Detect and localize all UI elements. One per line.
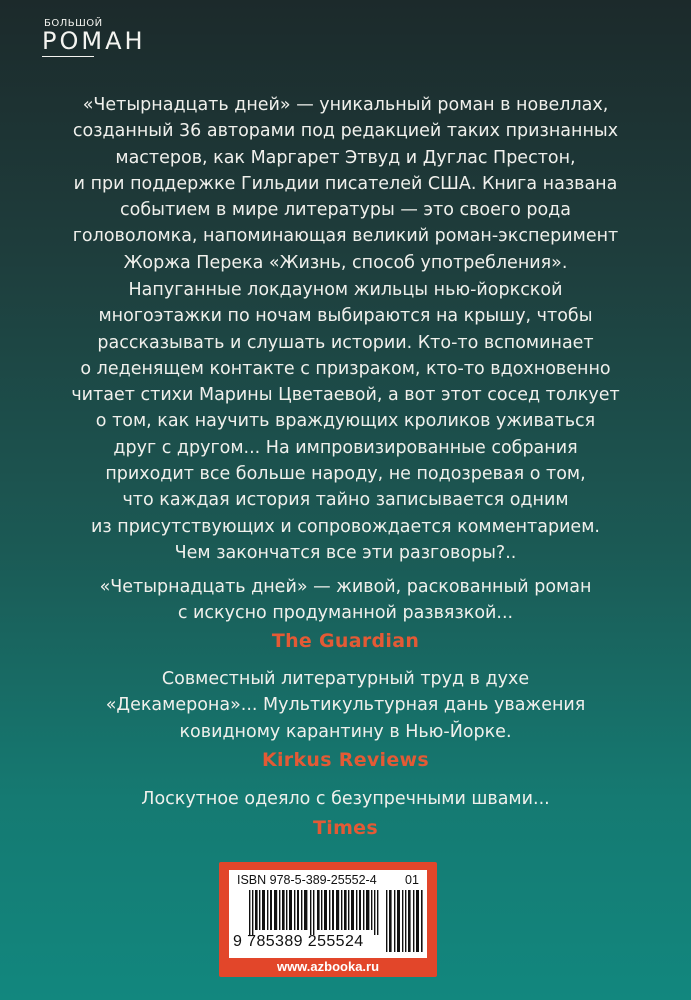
synopsis-line: что каждая история тайно записывается одним: [122, 490, 569, 511]
intro-line: созданный 36 авторами под редакцией таких признанных: [72, 121, 619, 142]
review-quote-line: «Декамерона»... Мультикультурная дань уважения: [105, 695, 586, 716]
publisher-url[interactable]: www.azbooka.ru: [276, 959, 380, 974]
synopsis-line: Чем закончатся все эти разговоры?..: [174, 542, 517, 563]
series-logo-rule: [42, 56, 94, 57]
synopsis-line: о том, как научить враждующих кроликов уживаться: [95, 411, 596, 432]
synopsis-line: из присутствующих и сопровождается комментарием.: [91, 516, 600, 537]
review-quote-line: Совместный литературный труд в духе: [161, 669, 530, 689]
synopsis-line: приходит все больше народу, не подозревая о том,: [105, 464, 586, 485]
intro-line: мастеров, как Маргарет Этвуд и Дуглас Престон,: [115, 147, 576, 168]
review-source-times: Times: [313, 817, 378, 839]
series-logo: [42, 18, 162, 53]
synopsis-line: многоэтажки по ночам выбираются на крышу, чтобы: [98, 306, 593, 327]
review-source-kirkus: Kirkus Reviews: [261, 749, 430, 771]
isbn-addon-code: 01: [405, 873, 419, 887]
intro-line: событием в мире литературы — это своего рода: [120, 200, 571, 221]
review-quote-line: Лоскутное одеяло с безупречными швами...: [141, 789, 550, 809]
synopsis-paragraph: [60, 277, 631, 566]
barcode-panel: [219, 862, 437, 977]
barcode-label: [229, 870, 427, 958]
synopsis-line: друг с другом... На импровизированные собрания: [113, 437, 578, 458]
synopsis-line: о леденящем контакте с призраком, кто-то вдохновенно: [80, 358, 611, 379]
series-logo-big: РОМАН: [42, 27, 146, 55]
addon-barcode-bars: [386, 890, 424, 952]
series-logo-small: БОЛЬШОЙ: [44, 18, 103, 29]
intro-line: Жоржа Перека «Жизнь, способ употребления».: [123, 252, 568, 273]
review-quote-line: с искусно продуманной развязкой...: [177, 603, 514, 624]
ean-barcode-bars: [249, 890, 379, 935]
intro-paragraph: [60, 92, 631, 276]
intro-line: «Четырнадцать дней» — уникальный роман в новеллах,: [82, 95, 609, 115]
review-quote-guardian: [60, 574, 631, 627]
isbn-text: ISBN 978-5-389-25552-4: [237, 873, 377, 887]
review-quote-line: «Четырнадцать дней» — живой, раскованный роман: [99, 577, 592, 597]
review-quote-line: ковидному карантину в Нью-Йорке.: [179, 721, 512, 742]
review-source-guardian: The Guardian: [271, 630, 420, 652]
review-quote-kirkus: [60, 666, 631, 745]
intro-line: и при поддержке Гильдии писателей США. Книга названа: [73, 173, 618, 194]
review-quote-times: [60, 786, 631, 812]
synopsis-line: Напуганные локдауном жильцы нью-йоркской: [128, 280, 563, 300]
ean-digits: 9 785389 255524: [233, 933, 364, 950]
synopsis-line: рассказывать и слушать истории. Кто-то вспоминает: [97, 332, 594, 353]
intro-line: головоломка, напоминающая великий роман-эксперимент: [72, 226, 619, 247]
synopsis-line: читает стихи Марины Цветаевой, а вот этот сосед толкует: [71, 385, 620, 406]
